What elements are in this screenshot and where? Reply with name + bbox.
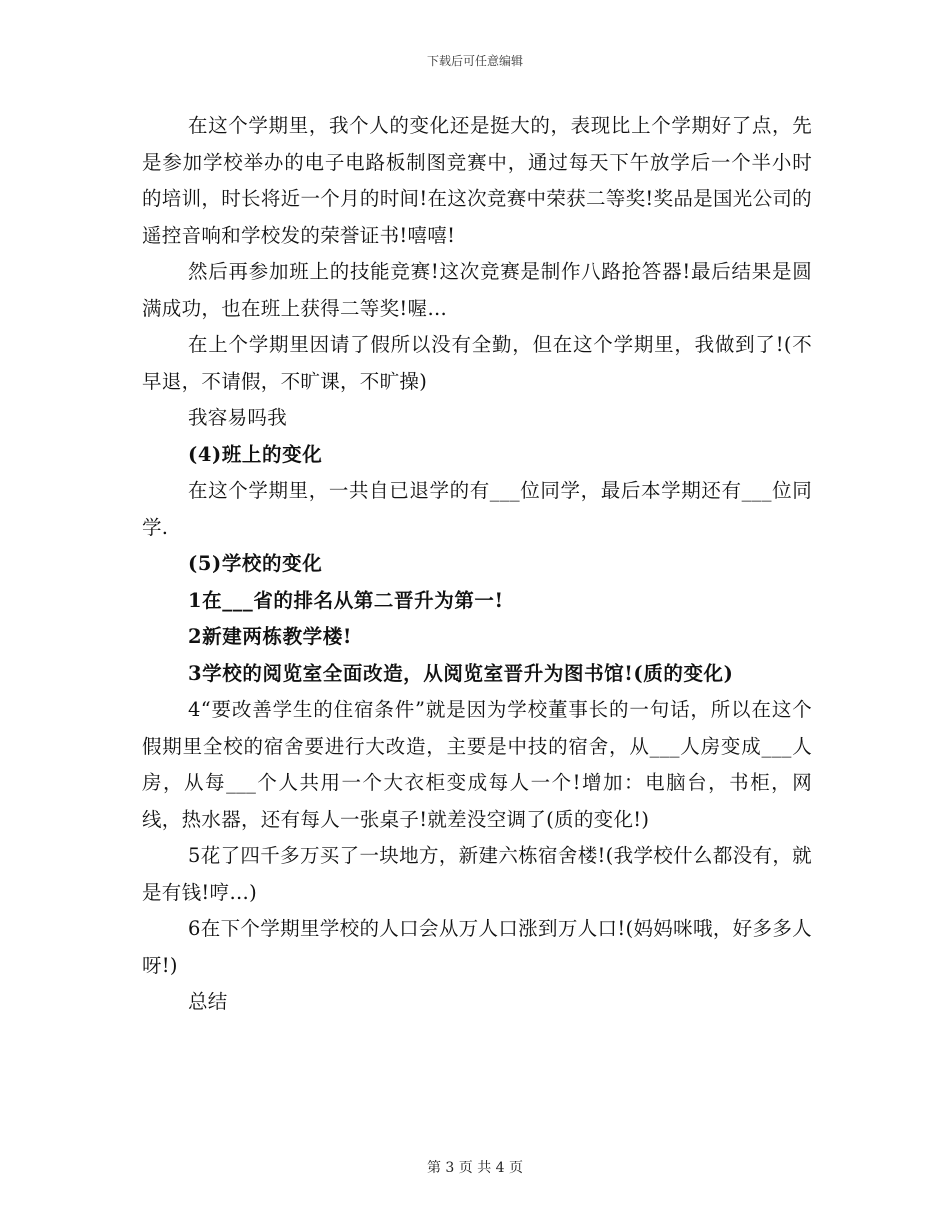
page-number: 第 3 页 共 4 页	[426, 1160, 524, 1176]
list-item-library: 3学校的阅览室全面改造，从阅览室晋升为图书馆!(质的变化)	[188, 661, 734, 685]
paragraph-class-change: 在这个学期里，一共自已退学的有___位同学，最后本学期还有___位同学.	[142, 479, 812, 539]
list-item-new-dorms: 5花了四千多万买了一块地方，新建六栋宿舍楼!(我学校什么都没有，就是有钱!哼…)	[142, 844, 812, 904]
paragraph-personal-change: 在这个学期里，我个人的变化还是挺大的，表现比上个学期好了点，先是参加学校举办的电子电路板制图竞赛中，通过每天下午放学后一个半小时的培训，时长将近一个月的时间!在这次竞赛中荣获二等奖!奖品是国光公司的遥控音响和学校发的荣誉证书!嘻嘻!	[142, 114, 812, 247]
page-header-note: 下载后可任意编辑	[426, 54, 523, 68]
list-item-dormitory: 4“要改善学生的住宿条件”就是因为学校董事长的一句话，所以在这个假期里全校的宿舍要进行大改造，主要是中技的宿舍，从___人房变成___人房，从每___个人共用一个大衣柜变成每人一个!增加：电脑台，书柜，网线，热水器，还有每人一张桌子!就差没空调了(质的变化!)	[142, 698, 812, 831]
paragraph-skill-contest: 然后再参加班上的技能竞赛!这次竞赛是制作八路抢答器!最后结果是圆满成功，也在班上获得二等奖!喔…	[142, 260, 812, 320]
heading-summary: 总结	[188, 990, 228, 1013]
document-body	[142, 108, 812, 1021]
list-item-population: 6在下个学期里学校的人口会从万人口涨到万人口!(妈妈咪哦，好多多人呀!)	[142, 917, 812, 977]
section-heading-school-change: (5)学校的变化	[188, 552, 323, 575]
paragraph-attendance: 在上个学期里因请了假所以没有全勤，但在这个学期里，我做到了!(不早退，不请假，不旷课，不旷操)	[142, 333, 812, 393]
section-heading-class-change: (4)班上的变化	[188, 442, 323, 466]
paragraph-remark: 我容易吗我	[188, 406, 288, 429]
list-item-ranking: 1在___省的排名从第二晋升为第一!	[188, 588, 504, 612]
list-item-teaching-buildings: 2新建两栋教学楼!	[188, 625, 353, 648]
